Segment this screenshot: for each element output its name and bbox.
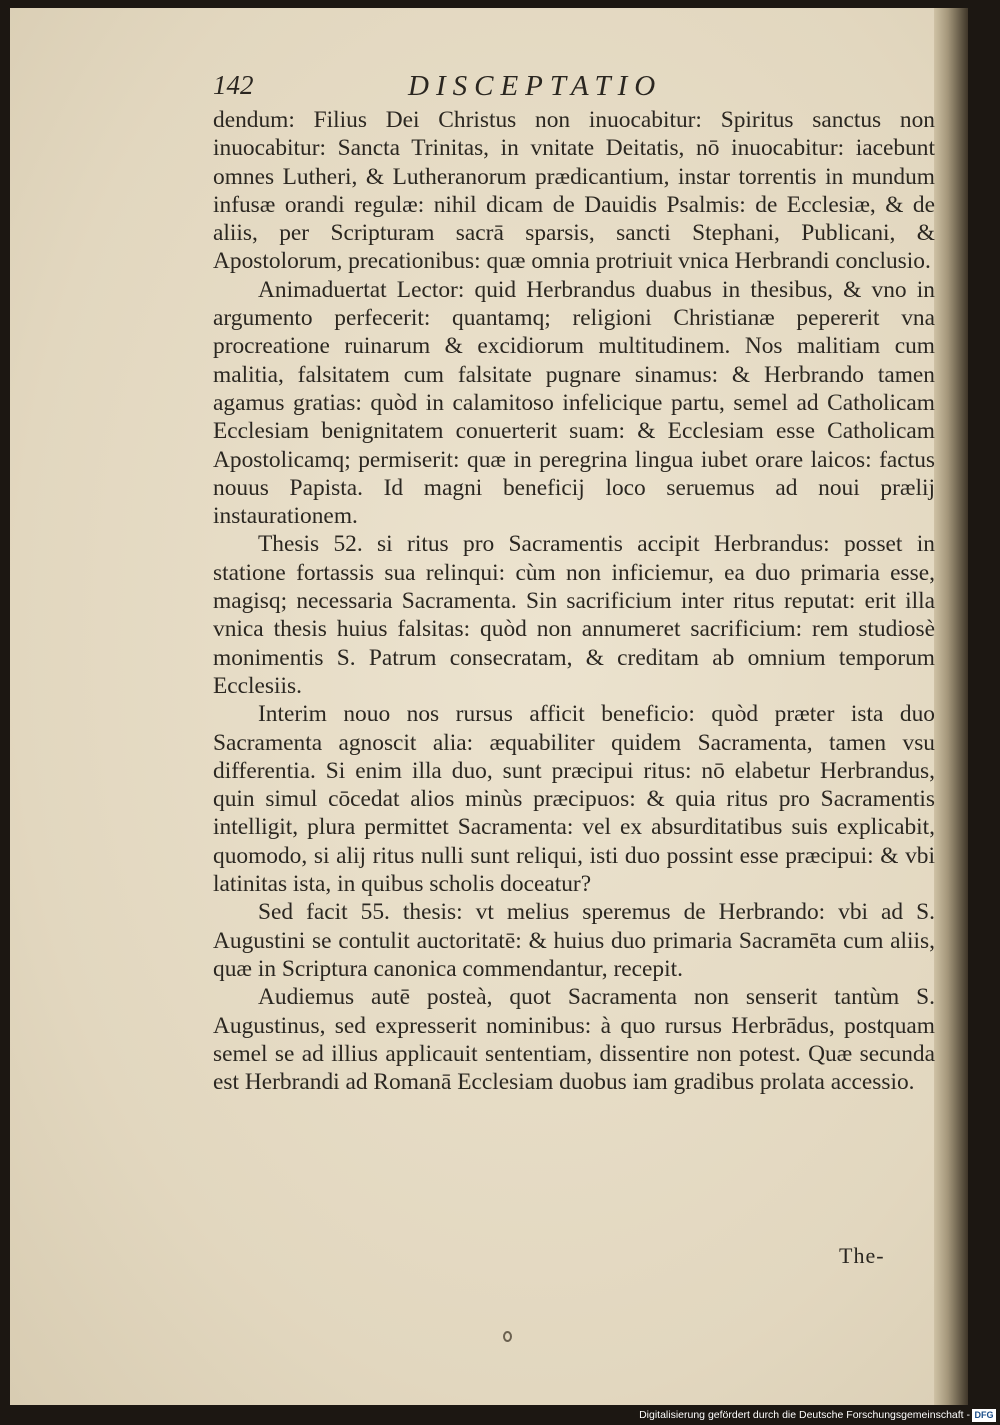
paragraph-6: Audiemus autē posteà, quot Sacramenta non senserit tantùm S. Augustinus, sed expresserit nominibus: à quo rursus Herbrādus, postquam semel se ad illius applicauit sententiam, dissentire non potest. Quæ secunda est Herbrandi ad Romanā Ecclesiam duobus iam gradibus prolata accessio. (213, 984, 935, 1096)
paragraph-4: Interim nouo nos rursus afficit beneficio: quòd præter ista duo Sacramenta agnoscit alia: æquabiliter quidem Sacramenta, tamen vsu differentia. Si enim illa duo, sunt præcipui ritus: nō elabetur Herbrandus, quin simul cōcedat alios minùs præcipuos: & quia ritus pro Sacramentis intelligit, plura permittet Sacramenta: vel ex absurditatibus suis explicabit, quomodo, si alij ritus nulli sunt reliqui, isti duo possint esse præcipui: & vbi latinitas ista, in quibus scholis doceatur? (213, 701, 935, 898)
digitization-note: Digitalisierung gefördert durch die Deutsche Forschungsgemeinschaft - (639, 1409, 970, 1421)
running-title: DISCEPTATIO (408, 70, 663, 102)
paragraph-1: dendum: Filius Dei Christus non inuocabitur: Spiritus sanctus non inuocabitur: Sancta Trinitas, in vnitate Deitatis, nō inuocabitur: iacebunt omnes Lutheri, & Lutheranorum prædicantium, instar torrentis in mundum infusæ orandi regulæ: nihil dicam de Dauidis Psalmis: de Ecclesiæ, & de aliis, per Scripturam sacrā sparsis, sancti Stephani, Publicani, & Apostolorum, precationibus: quæ omnia protriuit vnica Herbrandi conclusio. (213, 107, 935, 275)
paragraph-5: Sed facit 55. thesis: vt melius speremus de Herbrando: vbi ad S. Augustini se contulit auctoritatē: & huius duo primaria Sacramēta cum aliis, quæ in Scriptura canonica commendantur, recepit. (213, 899, 935, 982)
dfg-logo: DFG (972, 1409, 996, 1422)
page-header (10, 70, 968, 110)
book-page (10, 8, 968, 1405)
book-spine-shadow (934, 8, 968, 1405)
paragraph-3: Thesis 52. si ritus pro Sacramentis accipit Herbrandus: posset in statione fortassis sua relinqui: cùm non inficiemur, ea duo primaria esse, magisq; necessaria Sacramenta. Sin sacrificium inter ritus reputat: erit illa vnica thesis huius falsitas: quòd non annumeret sacrificium: rem studiosè monimentis S. Patrum consecratam, & creditam ab omnium temporum Ecclesiis. (213, 531, 935, 699)
paragraph-2: Animaduertat Lector: quid Herbrandus duabus in thesibus, & vno in argumento perfecerit: quantamq; religioni Christianæ pepererit vna procreatione ruinarum & excidiorum multitudinem. Nos malitiam cum malitia, falsitatem cum falsitate pugnare sinamus: & Herbrando tamen agamus gratias: quòd in calamitoso infelicique partu, semel ad Catholicam Ecclesiam benignitatem conuerterit suam: & Ecclesiam esse Catholicam Apostolicamq; permiserit: quæ in peregrina lingua iubet orare laicos: factus nouus Papista. Id magni beneficij loco seruemus ad noui prælij instaurationem. (213, 276, 935, 530)
page-number: 142 (213, 70, 254, 100)
ink-mark (503, 1331, 512, 1342)
body-text (213, 106, 935, 1096)
catchword: The- (839, 1243, 885, 1268)
